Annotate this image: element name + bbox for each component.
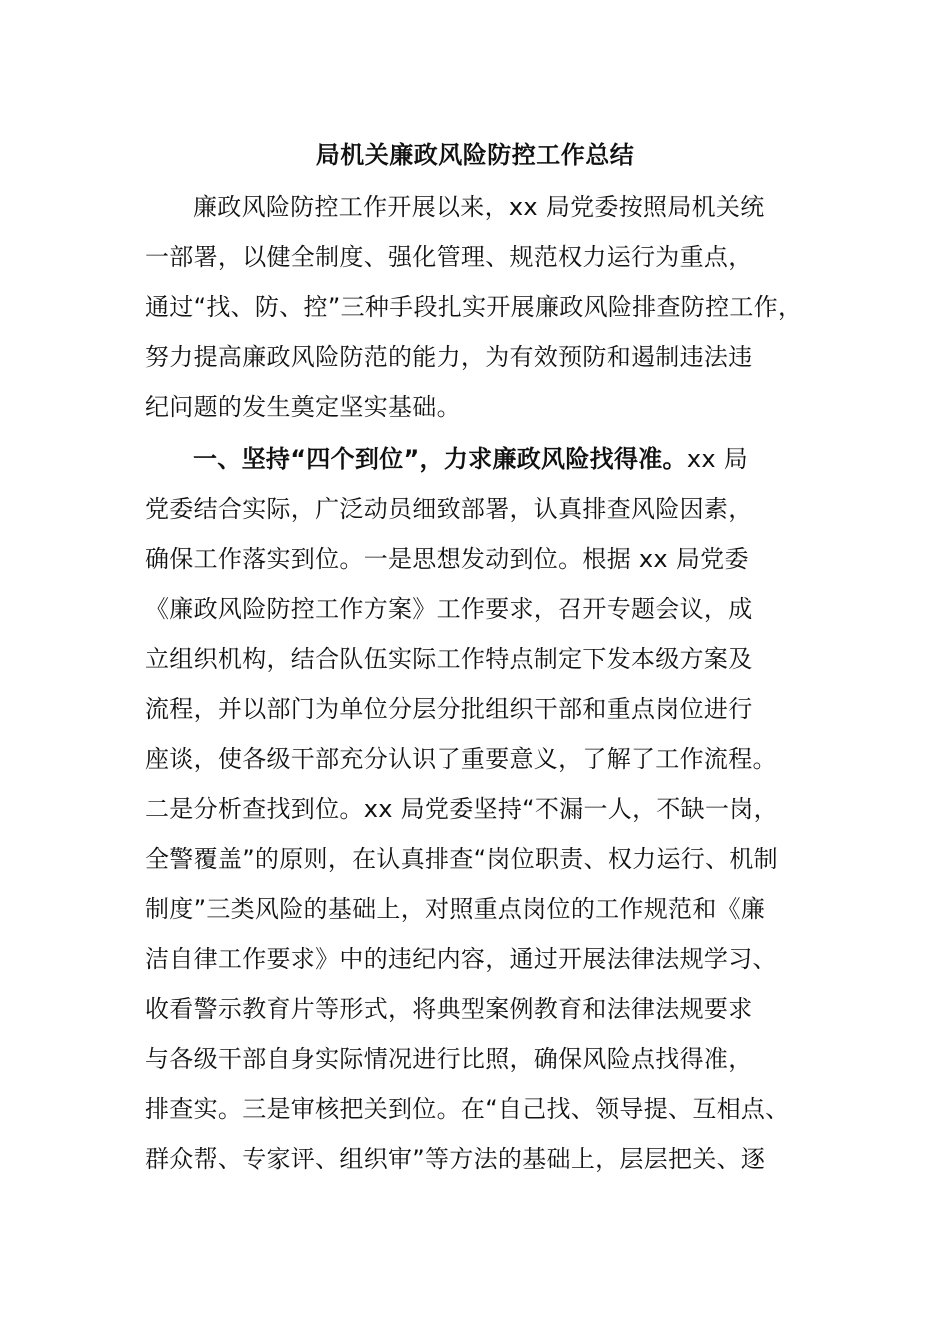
paragraph-line: 排查实。三是审核把关到位。在“自己找、领导提、互相点、 bbox=[145, 1095, 790, 1123]
section-heading: 一、坚持“四个到位”，力求廉政风险找得准。 bbox=[193, 445, 687, 473]
paragraph-line: 一部署，以健全制度、强化管理、规范权力运行为重点， bbox=[145, 243, 753, 271]
paragraph-line: 座谈，使各级干部充分认识了重要意义，了解了工作流程。 bbox=[145, 745, 777, 773]
paragraph-line: 收看警示教育片等形式，将典型案例教育和法律法规要求 bbox=[145, 995, 753, 1023]
paragraph-line: 流程，并以部门为单位分层分批组织干部和重点岗位进行 bbox=[145, 695, 753, 723]
paragraph-line: 党委结合实际，广泛动员细致部署，认真排查风险因素， bbox=[145, 495, 753, 523]
paragraph-line: 《廉政风险防控工作方案》工作要求，召开专题会议，成 bbox=[145, 595, 753, 623]
document-title: 局机关廉政风险防控工作总结 bbox=[315, 141, 635, 169]
paragraph-line: 群众帮、专家评、组织审”等方法的基础上，层层把关、逐 bbox=[145, 1145, 766, 1173]
section-heading-line bbox=[193, 442, 748, 476]
paragraph-line: 廉政风险防控工作开展以来，xx 局党委按照局机关统 bbox=[193, 193, 765, 221]
paragraph-line: 努力提高廉政风险防范的能力，为有效预防和遏制违法违 bbox=[145, 343, 753, 371]
paragraph-line: 二是分析查找到位。xx 局党委坚持“不漏一人，不缺一岗， bbox=[145, 795, 778, 823]
paragraph-line: 洁自律工作要求》中的违纪内容，通过开展法律法规学习、 bbox=[145, 945, 777, 973]
paragraph-line: 纪问题的发生奠定坚实基础。 bbox=[145, 393, 461, 421]
paragraph-line: 确保工作落实到位。一是思想发动到位。根据 xx 局党委 bbox=[145, 545, 749, 573]
paragraph-line: 通过“找、防、控”三种手段扎实开展廉政风险排查防控工作， bbox=[145, 293, 803, 321]
paragraph-line: 与各级干部自身实际情况进行比照，确保风险点找得准， bbox=[145, 1045, 753, 1073]
paragraph-line: 立组织机构，结合队伍实际工作特点制定下发本级方案及 bbox=[145, 645, 753, 673]
section-heading-line-rest: xx 局 bbox=[686, 445, 749, 473]
paragraph-line: 全警覆盖”的原则，在认真排查“岗位职责、权力运行、机制 bbox=[145, 845, 778, 873]
paragraph-line: 制度”三类风险的基础上，对照重点岗位的工作规范和《廉 bbox=[145, 895, 766, 923]
